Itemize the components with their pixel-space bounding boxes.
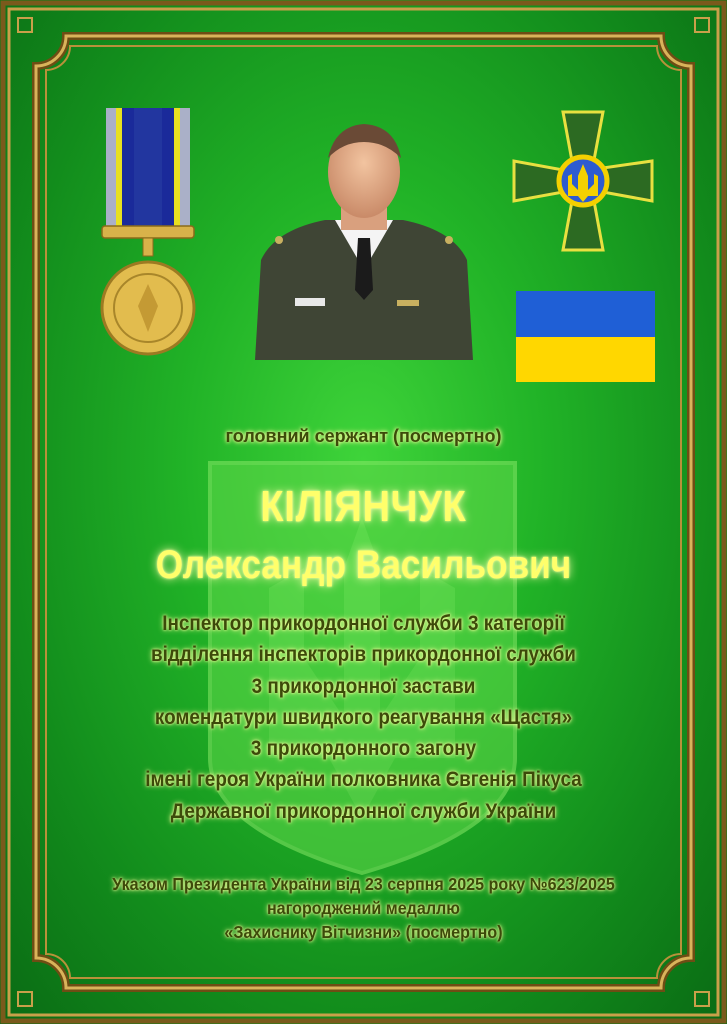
surname-heading: КІЛІЯНЧУК bbox=[260, 482, 467, 531]
position-description bbox=[36, 608, 690, 827]
given-names-heading: Олександр Васильович bbox=[155, 543, 572, 587]
flag-yellow-stripe bbox=[516, 337, 655, 383]
medal-defender-of-fatherland-icon bbox=[100, 108, 196, 370]
decree-line: нагороджений медаллю bbox=[266, 898, 461, 918]
position-line: комендатури швидкого реагування «Щастя» bbox=[154, 705, 573, 729]
position-line: Державної прикордонної служби України bbox=[170, 799, 557, 823]
position-line: імені героя України полковника Євгенія Пікуса bbox=[145, 768, 582, 792]
ukraine-flag-icon bbox=[516, 291, 655, 382]
border-guard-cross-emblem-icon bbox=[512, 110, 654, 252]
decree-line: «Захиснику Вітчизни» (посмертно) bbox=[224, 922, 503, 942]
award-decree bbox=[29, 872, 698, 944]
position-line: Інспектор прикордонної служби 3 категорії bbox=[162, 612, 565, 635]
position-line: відділення інспекторів прикордонної служби bbox=[151, 643, 576, 667]
position-line: 3 прикордонного загону bbox=[250, 737, 477, 761]
decree-line: Указом Президента України від 23 серпня 2025 року №623/2025 bbox=[112, 874, 615, 894]
position-line: 3 прикордонної застави bbox=[251, 674, 476, 698]
flag-blue-stripe bbox=[516, 291, 655, 337]
soldier-portrait bbox=[255, 120, 473, 360]
rank-text: головний сержант (посмертно) bbox=[225, 426, 502, 446]
